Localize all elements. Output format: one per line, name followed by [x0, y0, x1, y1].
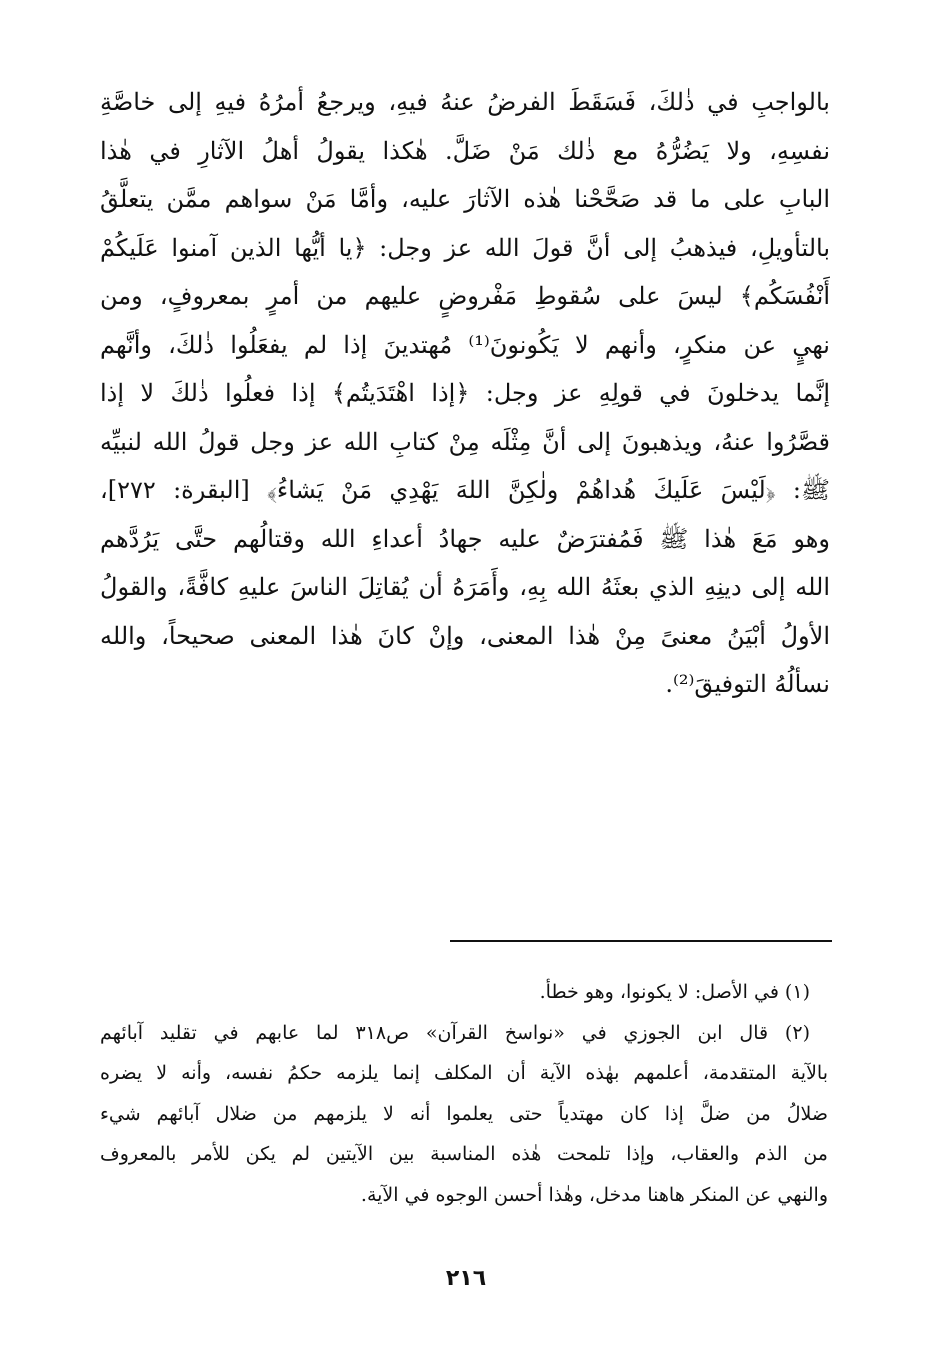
text-line: نسألُهُ التوفيقَ⁽²⁾.	[665, 670, 830, 698]
main-text	[100, 78, 830, 709]
text-line: قصَّرُوا عنهُ، ويذهبونَ إلى أنَّ مِثْلَه مِنْ كتابِ الله عز وجل قولُ الله لنبيِّه	[100, 427, 830, 456]
text-line: ﷺ: ﴿لَيْسَ عَلَيكَ هُداهُمْ ولٰكِنَّ اللهَ يَهْدِي مَنْ يَشاءُ﴾ [البقرة: ٢٧٢]،	[100, 476, 830, 504]
footnote-1: (١) في الأصل: لا يكونوا، وهو خطأ.	[539, 981, 810, 1003]
footnote-2-line: من الذم والعقاب، وإذا تلمحت هٰذه المناسبة بين الآيتين لم يكن للأمر بالمعروف	[100, 1143, 828, 1165]
page-number: ٢١٦	[445, 1266, 487, 1291]
footnote-2-line: ضلالُ من ضلَّ إذا كان مهتدياً حتى يعلموا أنه لا يلزمهم من ضلال آبائهم شيء	[100, 1102, 828, 1125]
footnote-2-line: بالآية المتقدمة، أعلمهم بهٰذه الآية أن المكلف إنما يلزمه حكمُ نفسه، وأنه لا يضره	[100, 1062, 828, 1084]
text-line: وهو مَعَ هٰذا ﷺ فَمُفترَضٌ عليه جهادُ أعداءِ الله وقتالُهم حتَّى يَرُدَّهم	[100, 524, 830, 553]
footnotes	[100, 972, 828, 1215]
text-line: الله إلى دينِهِ الذي بعثَهُ الله بِهِ، وأَمَرَهُ أن يُقاتِلَ الناسَ عليهِ كافَّةً، والقولُ	[100, 573, 830, 601]
text-line: إنَّما يدخلونَ في قولِهِ عز وجل: ﴿إذا اهْتَدَيتُم﴾ إذا فعلُوا ذٰلكَ لا إذا	[100, 379, 830, 407]
footnote-2-line: والنهي عن المنكر هاهنا مدخل، وهٰذا أحسن الوجوه في الآية.	[360, 1183, 828, 1206]
footnote-separator	[450, 940, 832, 942]
text-line: بالواجبِ في ذٰلكَ، فَسَقَطَ الفرضُ عنهُ فيهِ، ويرجعُ أمرُهُ فيهِ إلى خاصَّةِ	[100, 88, 830, 116]
footnote-2-line: (٢) قال ابن الجوزي في «نواسخ القرآن» ص٣١٨ لما عابهم في تقليد آبائهم	[100, 1021, 810, 1044]
text-line: البابِ على ما قد صَحَّحْنا هٰذه الآثارَ عليه، وأمَّا مَنْ سواهم ممَّن يتعلَّقُ	[100, 185, 830, 213]
text-line: نفسِهِ، ولا يَضُرُّهُ مع ذٰلك مَنْ ضَلَّ. هٰكذا يقولُ أهلُ الآثارِ في هٰذا	[100, 136, 830, 165]
text-line: نهيٍ عن منكرٍ، وأنهم لا يَكُونونَ⁽¹⁾ مُهتدينَ إذا لم يفعَلُوا ذٰلكَ، وأنَّهم	[100, 330, 830, 359]
text-line: أَنْفُسَكُم﴾ ليسَ على سُقوطِ مَفْروضٍ عليهم من أمرٍ بمعروفٍ، ومن	[100, 282, 830, 310]
text-line: بالتأويلِ، فيذهبُ إلى أنَّ قولَ الله عز وجل: ﴿يا أيُّها الذين آمنوا عَلَيكُمْ	[100, 233, 830, 262]
text-line: الأولُ أبْيَنُ معنىً مِنْ هٰذا المعنى، وإنْ كانَ هٰذا المعنى صحيحاً، والله	[100, 621, 830, 650]
